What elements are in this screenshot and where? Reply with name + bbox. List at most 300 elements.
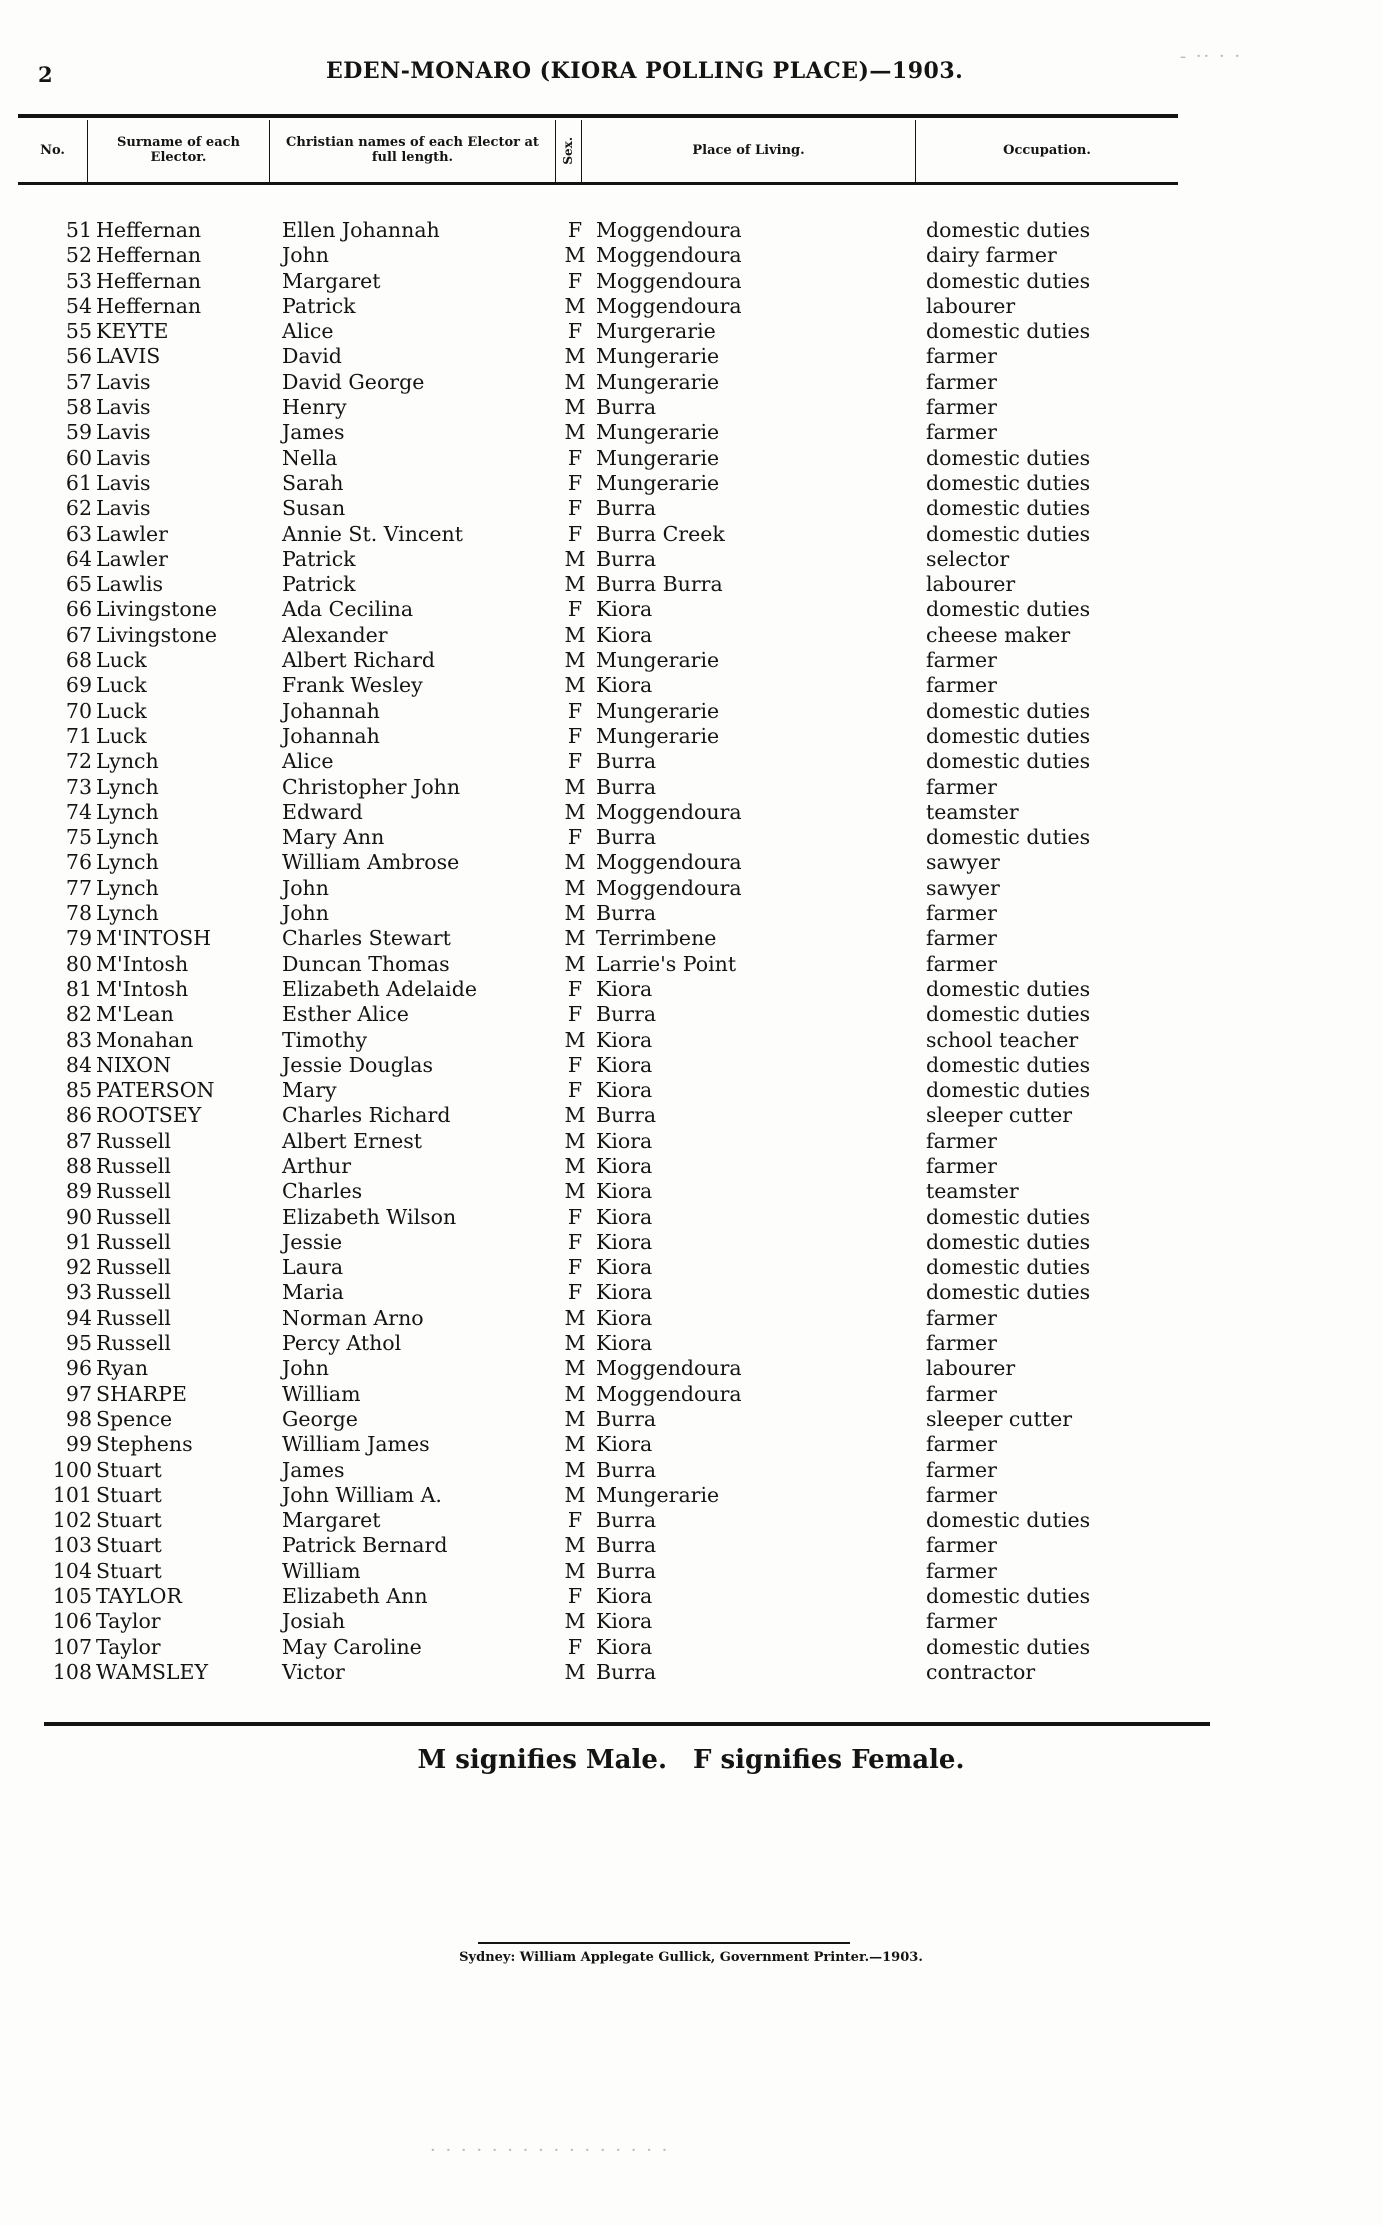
elector-sex: M [564, 572, 586, 597]
elector-place: Kiora [596, 1280, 653, 1305]
elector-occupation: teamster [926, 799, 1019, 824]
elector-place: Kiora [596, 1609, 653, 1634]
elector-christian-names: Laura [282, 1255, 344, 1280]
elector-sex: F [567, 268, 583, 293]
elector-occupation: farmer [926, 1305, 997, 1330]
elector-place: Burra [596, 1002, 657, 1027]
elector-occupation: farmer [926, 1609, 997, 1634]
elector-number: 96 [65, 1356, 92, 1381]
elector-occupation: domestic duties [926, 1634, 1091, 1659]
elector-sex: F [567, 1280, 583, 1305]
elector-row [0, 623, 1382, 648]
elector-surname: WAMSLEY [96, 1659, 208, 1684]
elector-occupation: domestic duties [926, 698, 1091, 723]
elector-sex: F [567, 496, 583, 521]
elector-row [0, 344, 1382, 369]
elector-sex: M [564, 901, 586, 926]
elector-christian-names: Norman Arno [282, 1305, 424, 1330]
elector-place: Kiora [596, 1204, 653, 1229]
elector-sex: M [564, 243, 586, 268]
elector-sex: F [567, 1078, 583, 1103]
elector-row [0, 1205, 1382, 1230]
elector-sex: F [567, 319, 583, 344]
elector-row [0, 294, 1382, 319]
elector-place: Moggendoura [596, 850, 742, 875]
elector-place: Kiora [596, 1078, 653, 1103]
elector-sex: M [564, 951, 586, 976]
elector-surname: Lynch [96, 901, 159, 926]
elector-sex: F [567, 1634, 583, 1659]
elector-row [0, 825, 1382, 850]
elector-christian-names: John [282, 901, 329, 926]
elector-place: Kiora [596, 1153, 653, 1178]
elector-sex: F [567, 521, 583, 546]
elector-row [0, 1382, 1382, 1407]
elector-place: Mungerarie [596, 445, 720, 470]
elector-occupation: domestic duties [926, 1204, 1091, 1229]
imprint-rule [478, 1942, 850, 1944]
elector-occupation: farmer [926, 1558, 997, 1583]
elector-place: Mungerarie [596, 1482, 720, 1507]
elector-christian-names: John William A. [282, 1482, 442, 1507]
elector-number: 62 [65, 496, 92, 521]
elector-number: 108 [52, 1659, 92, 1684]
elector-place: Mungerarie [596, 698, 720, 723]
elector-christian-names: David [282, 344, 342, 369]
elector-occupation: domestic duties [926, 1052, 1091, 1077]
elector-christian-names: May Caroline [282, 1634, 422, 1659]
elector-place: Kiora [596, 976, 653, 1001]
elector-place: Murgerarie [596, 319, 716, 344]
elector-sex: M [564, 774, 586, 799]
elector-place: Mungerarie [596, 648, 720, 673]
elector-place: Moggendoura [596, 268, 742, 293]
elector-christian-names: Susan [282, 496, 346, 521]
elector-sex: M [564, 673, 586, 698]
elector-occupation: domestic duties [926, 825, 1091, 850]
elector-sex: F [567, 1584, 583, 1609]
elector-number: 78 [65, 901, 92, 926]
elector-occupation: domestic duties [926, 268, 1091, 293]
elector-number: 83 [65, 1027, 92, 1052]
elector-occupation: domestic duties [926, 521, 1091, 546]
page-title: EDEN-MONARO (KIORA POLLING PLACE)—1903. [326, 58, 964, 84]
elector-number: 63 [65, 521, 92, 546]
elector-occupation: sawyer [926, 850, 1000, 875]
elector-surname: Lynch [96, 825, 159, 850]
elector-number: 103 [52, 1533, 92, 1558]
elector-place: Kiora [596, 1052, 653, 1077]
elector-place: Moggendoura [596, 243, 742, 268]
elector-row [0, 1458, 1382, 1483]
elector-occupation: farmer [926, 1482, 997, 1507]
elector-surname: Lynch [96, 850, 159, 875]
elector-list [0, 218, 1382, 1685]
elector-number: 71 [65, 723, 92, 748]
header-christian-names: Christian names of each Elector at full length. [270, 120, 556, 182]
elector-row [0, 420, 1382, 445]
elector-row [0, 977, 1382, 1002]
elector-occupation: domestic duties [926, 723, 1091, 748]
elector-number: 94 [65, 1305, 92, 1330]
elector-row [0, 446, 1382, 471]
elector-occupation: domestic duties [926, 1078, 1091, 1103]
elector-surname: Stuart [96, 1558, 162, 1583]
elector-occupation: farmer [926, 648, 997, 673]
elector-place: Burra [596, 496, 657, 521]
elector-number: 68 [65, 648, 92, 673]
elector-occupation: domestic duties [926, 1002, 1091, 1027]
elector-occupation: cheese maker [926, 622, 1071, 647]
elector-occupation: farmer [926, 395, 997, 420]
elector-row [0, 673, 1382, 698]
elector-occupation: farmer [926, 1381, 997, 1406]
elector-sex: M [564, 1533, 586, 1558]
elector-christian-names: Edward [282, 799, 363, 824]
elector-number: 69 [65, 673, 92, 698]
elector-occupation: domestic duties [926, 496, 1091, 521]
elector-occupation: domestic duties [926, 319, 1091, 344]
elector-row [0, 1053, 1382, 1078]
elector-row [0, 1078, 1382, 1103]
elector-sex: M [564, 1406, 586, 1431]
elector-row [0, 850, 1382, 875]
elector-surname: Lavis [96, 369, 151, 394]
elector-place: Moggendoura [596, 218, 742, 242]
elector-christian-names: Josiah [282, 1609, 346, 1634]
elector-surname: Stuart [96, 1533, 162, 1558]
elector-surname: Stuart [96, 1482, 162, 1507]
elector-row [0, 749, 1382, 774]
elector-sex: M [564, 1432, 586, 1457]
elector-christian-names: Arthur [282, 1153, 352, 1178]
elector-christian-names: James [282, 1457, 345, 1482]
legend-female: F signifies Female. [693, 1745, 965, 1775]
elector-place: Burra [596, 825, 657, 850]
elector-surname: KEYTE [96, 319, 169, 344]
elector-christian-names: Mary Ann [282, 825, 385, 850]
elector-occupation: farmer [926, 951, 997, 976]
elector-place: Mungerarie [596, 369, 720, 394]
elector-number: 89 [65, 1179, 92, 1204]
elector-number: 97 [65, 1381, 92, 1406]
elector-christian-names: Jessie Douglas [282, 1052, 433, 1077]
header-occupation: Occupation. [1003, 142, 1091, 158]
elector-sex: F [567, 445, 583, 470]
elector-christian-names: James [282, 420, 345, 445]
elector-number: 88 [65, 1153, 92, 1178]
elector-row [0, 1635, 1382, 1660]
elector-christian-names: Alexander [282, 622, 388, 647]
elector-christian-names: Margaret [282, 1508, 381, 1533]
elector-number: 76 [65, 850, 92, 875]
elector-christian-names: John [282, 243, 329, 268]
elector-place: Kiora [596, 597, 653, 622]
elector-sex: F [567, 1204, 583, 1229]
elector-number: 107 [52, 1634, 92, 1659]
elector-sex: M [564, 850, 586, 875]
elector-place: Burra [596, 1406, 657, 1431]
elector-surname: PATERSON [96, 1078, 215, 1103]
elector-row [0, 1331, 1382, 1356]
elector-row [0, 1230, 1382, 1255]
elector-number: 86 [65, 1103, 92, 1128]
elector-sex: M [564, 875, 586, 900]
elector-occupation: domestic duties [926, 1584, 1091, 1609]
elector-christian-names: George [282, 1406, 358, 1431]
elector-christian-names: Albert Richard [282, 648, 435, 673]
elector-row [0, 370, 1382, 395]
elector-row [0, 471, 1382, 496]
elector-surname: Stuart [96, 1457, 162, 1482]
elector-surname: Heffernan [96, 293, 202, 318]
elector-number: 65 [65, 572, 92, 597]
elector-sex: M [564, 1482, 586, 1507]
elector-christian-names: Patrick Bernard [282, 1533, 448, 1558]
elector-occupation: domestic duties [926, 1280, 1091, 1305]
elector-surname: Russell [96, 1280, 171, 1305]
elector-christian-names: John [282, 875, 329, 900]
elector-place: Kiora [596, 1584, 653, 1609]
elector-occupation: farmer [926, 774, 997, 799]
elector-number: 79 [65, 926, 92, 951]
table-header [18, 120, 1178, 185]
elector-row [0, 522, 1382, 547]
elector-number: 77 [65, 875, 92, 900]
elector-christian-names: Albert Ernest [282, 1128, 423, 1153]
elector-place: Burra Burra [596, 572, 723, 597]
elector-occupation: labourer [926, 572, 1016, 597]
elector-surname: Lawler [96, 521, 168, 546]
elector-occupation: school teacher [926, 1027, 1079, 1052]
elector-christian-names: John [282, 1356, 329, 1381]
elector-surname: Russell [96, 1305, 171, 1330]
elector-occupation: domestic duties [926, 218, 1091, 242]
elector-row [0, 1255, 1382, 1280]
elector-christian-names: Charles [282, 1179, 363, 1204]
elector-place: Kiora [596, 1229, 653, 1254]
elector-surname: Lynch [96, 799, 159, 824]
elector-number: 106 [52, 1609, 92, 1634]
elector-sex: M [564, 926, 586, 951]
elector-place: Kiora [596, 1128, 653, 1153]
elector-number: 55 [65, 319, 92, 344]
elector-number: 60 [65, 445, 92, 470]
elector-row [0, 1609, 1382, 1634]
elector-surname: Spence [96, 1406, 173, 1431]
elector-surname: Lavis [96, 496, 151, 521]
elector-surname: Heffernan [96, 218, 202, 242]
elector-place: Kiora [596, 1331, 653, 1356]
elector-occupation: farmer [926, 673, 997, 698]
elector-surname: Stephens [96, 1432, 193, 1457]
elector-surname: Heffernan [96, 268, 202, 293]
elector-number: 98 [65, 1406, 92, 1431]
elector-place: Kiora [596, 622, 653, 647]
elector-surname: Russell [96, 1331, 171, 1356]
header-sex: Sex. [560, 137, 575, 165]
elector-surname: M'INTOSH [96, 926, 212, 951]
elector-occupation: sleeper cutter [926, 1103, 1073, 1128]
elector-place: Mungerarie [596, 420, 720, 445]
elector-christian-names: Johannah [282, 698, 380, 723]
elector-surname: M'Lean [96, 1002, 174, 1027]
elector-surname: M'Intosh [96, 951, 189, 976]
elector-number: 52 [65, 243, 92, 268]
elector-surname: Lawler [96, 546, 168, 571]
header-place: Place of Living. [582, 120, 916, 182]
elector-row [0, 395, 1382, 420]
elector-occupation: selector [926, 546, 1010, 571]
sex-legend [0, 1745, 1382, 1775]
elector-place: Kiora [596, 1179, 653, 1204]
elector-number: 85 [65, 1078, 92, 1103]
header-sex-cell [556, 120, 582, 182]
elector-number: 51 [65, 218, 92, 242]
elector-sex: M [564, 1381, 586, 1406]
elector-sex: F [567, 1002, 583, 1027]
elector-surname: Lynch [96, 875, 159, 900]
elector-row [0, 1660, 1382, 1685]
elector-surname: Luck [96, 698, 147, 723]
elector-sex: F [567, 1255, 583, 1280]
elector-row [0, 1356, 1382, 1381]
elector-surname: Lawlis [96, 572, 164, 597]
elector-occupation: domestic duties [926, 445, 1091, 470]
elector-place: Moggendoura [596, 1356, 742, 1381]
elector-christian-names: Margaret [282, 268, 381, 293]
elector-christian-names: Christopher John [282, 774, 461, 799]
elector-occupation: dairy farmer [926, 243, 1057, 268]
elector-occupation: farmer [926, 1153, 997, 1178]
elector-christian-names: Elizabeth Wilson [282, 1204, 457, 1229]
elector-christian-names: Duncan Thomas [282, 951, 450, 976]
elector-sex: M [564, 1457, 586, 1482]
elector-occupation: teamster [926, 1179, 1019, 1204]
elector-place: Mungerarie [596, 344, 720, 369]
elector-sex: M [564, 1356, 586, 1381]
elector-sex: M [564, 546, 586, 571]
elector-row [0, 901, 1382, 926]
table-bottom-rule [44, 1722, 1210, 1726]
elector-number: 66 [65, 597, 92, 622]
elector-number: 81 [65, 976, 92, 1001]
elector-place: Mungerarie [596, 470, 720, 495]
elector-place: Burra [596, 1533, 657, 1558]
elector-sex: F [567, 218, 583, 242]
elector-place: Kiora [596, 1255, 653, 1280]
elector-number: 93 [65, 1280, 92, 1305]
elector-place: Terrimbene [596, 926, 717, 951]
elector-sex: F [567, 698, 583, 723]
elector-christian-names: Alice [282, 319, 334, 344]
elector-number: 70 [65, 698, 92, 723]
elector-occupation: domestic duties [926, 1508, 1091, 1533]
bleed-through-mark: · · · · · · · · · · · · · · · · [430, 2140, 670, 2161]
elector-sex: M [564, 369, 586, 394]
elector-surname: Taylor [96, 1609, 161, 1634]
elector-surname: Monahan [96, 1027, 194, 1052]
elector-surname: SHARPE [96, 1381, 187, 1406]
elector-place: Moggendoura [596, 799, 742, 824]
elector-number: 67 [65, 622, 92, 647]
elector-place: Burra [596, 1103, 657, 1128]
page-number: 2 [38, 62, 53, 87]
elector-row [0, 648, 1382, 673]
elector-occupation: farmer [926, 901, 997, 926]
elector-row [0, 1559, 1382, 1584]
elector-sex: F [567, 976, 583, 1001]
elector-christian-names: Nella [282, 445, 338, 470]
elector-row [0, 1028, 1382, 1053]
elector-place: Larrie's Point [596, 951, 737, 976]
elector-place: Mungerarie [596, 723, 720, 748]
elector-occupation: farmer [926, 1533, 997, 1558]
elector-christian-names: William Ambrose [282, 850, 460, 875]
elector-place: Kiora [596, 673, 653, 698]
elector-christian-names: Victor [282, 1659, 345, 1684]
elector-place: Burra [596, 395, 657, 420]
elector-number: 101 [52, 1482, 92, 1507]
legend-male: M signifies Male. [417, 1745, 667, 1775]
elector-number: 102 [52, 1508, 92, 1533]
elector-row [0, 800, 1382, 825]
elector-row [0, 724, 1382, 749]
elector-number: 75 [65, 825, 92, 850]
elector-number: 104 [52, 1558, 92, 1583]
elector-christian-names: Charles Richard [282, 1103, 451, 1128]
elector-surname: Lynch [96, 774, 159, 799]
elector-place: Moggendoura [596, 875, 742, 900]
elector-sex: M [564, 395, 586, 420]
elector-sex: F [567, 1052, 583, 1077]
elector-sex: F [567, 1508, 583, 1533]
elector-christian-names: Johannah [282, 723, 380, 748]
elector-occupation: labourer [926, 293, 1016, 318]
elector-sex: M [564, 799, 586, 824]
elector-row [0, 218, 1382, 243]
elector-place: Burra [596, 1508, 657, 1533]
elector-occupation: domestic duties [926, 1255, 1091, 1280]
elector-christian-names: Esther Alice [282, 1002, 409, 1027]
elector-sex: F [567, 723, 583, 748]
elector-sex: M [564, 293, 586, 318]
elector-number: 99 [65, 1432, 92, 1457]
elector-row [0, 1179, 1382, 1204]
elector-number: 92 [65, 1255, 92, 1280]
elector-number: 54 [65, 293, 92, 318]
elector-surname: Russell [96, 1153, 171, 1178]
elector-occupation: sleeper cutter [926, 1406, 1073, 1431]
elector-row [0, 1533, 1382, 1558]
elector-number: 61 [65, 470, 92, 495]
elector-place: Burra [596, 1659, 657, 1684]
elector-sex: F [567, 825, 583, 850]
elector-row [0, 572, 1382, 597]
elector-occupation: farmer [926, 926, 997, 951]
elector-occupation: farmer [926, 1457, 997, 1482]
elector-christian-names: Maria [282, 1280, 344, 1305]
elector-surname: Russell [96, 1204, 171, 1229]
elector-occupation: domestic duties [926, 976, 1091, 1001]
elector-number: 58 [65, 395, 92, 420]
elector-surname: Russell [96, 1179, 171, 1204]
elector-row [0, 699, 1382, 724]
elector-surname: Luck [96, 723, 147, 748]
elector-occupation: farmer [926, 1331, 997, 1356]
elector-number: 87 [65, 1128, 92, 1153]
elector-christian-names: Patrick [282, 572, 356, 597]
